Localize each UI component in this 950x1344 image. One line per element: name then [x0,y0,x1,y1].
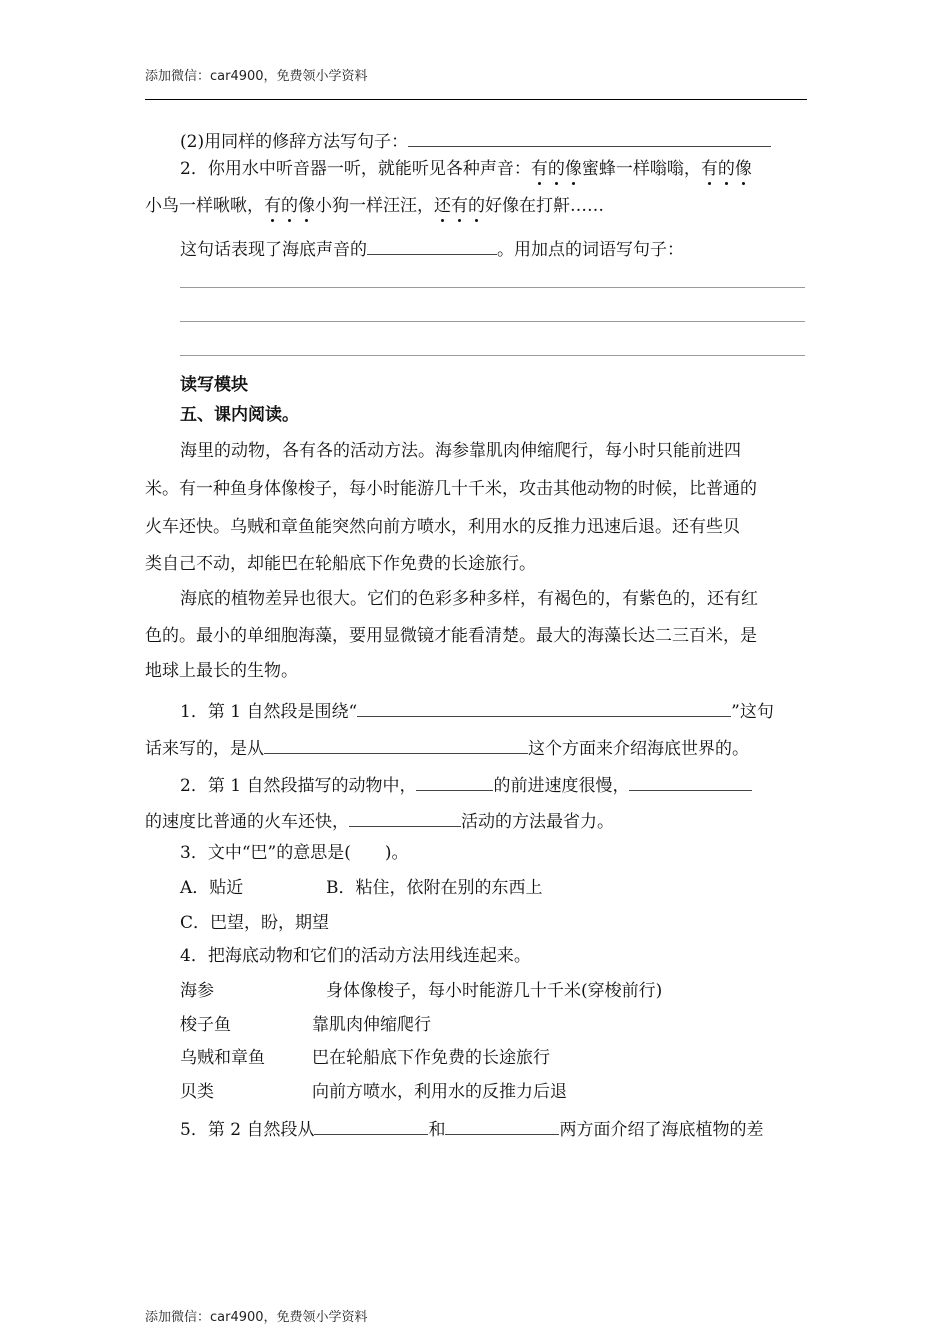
rq4-right-4: 向前方喷水，利用水的反推力后退 [312,1082,567,1102]
q2-text-2: 蜜蜂一样嗡嗡， [581,159,701,179]
rq1-blank-2 [264,735,528,754]
rq1-d: 这个方面来介绍海底世界的。 [528,738,749,759]
passage-p2-line-1: 海底的植物差异也很大。它们的色彩多种多样，有褐色的，有紫色的，还有红 [180,589,758,609]
page-footer: 添加微信：car4900，免费领小学资料 [145,1310,368,1325]
q2-text-4: 小狗一样汪汪， [315,196,434,216]
q2-line-2 [145,196,604,216]
answer-line-1 [180,287,805,288]
rq5-line [180,1116,763,1140]
rq2-blank-1 [416,772,493,791]
dotted-word-1: 有的像 [530,159,582,179]
rq4-left-3: 乌贼和章鱼 [180,1048,265,1068]
dotted-word-2: 有的像 [700,159,752,179]
rq2-d: 活动的方法最省力。 [461,811,614,832]
rq3-option-a: A．贴近 [180,878,244,898]
passage-p1-line-3: 火车还快。乌贼和章鱼能突然向前方喷水，利用水的反推力迅速后退。还有些贝 [145,517,740,537]
q2-text-5: 好像在打鼾…… [485,196,604,216]
rq2-b: 的前进速度很慢， [493,775,630,796]
q1-2-blank [408,128,771,147]
rq4-left-1: 海参 [180,981,214,1001]
rq4-right-2: 靠肌肉伸缩爬行 [312,1015,431,1035]
section-five: 五、课内阅读。 [180,405,299,425]
q1-2-line [180,128,771,152]
rq5-blank-1 [314,1116,428,1135]
rq5-a: 5．第 2 自然段从 [180,1119,315,1140]
q2-ask-b: 。用加点的词语写句子： [497,239,684,260]
dotted-word-3: 有的像 [264,196,315,216]
answer-line-2 [180,321,805,322]
q2-ask-a: 这句话表现了海底声音的 [180,239,367,260]
rq5-c: 两方面介绍了海底植物的差 [559,1119,764,1140]
rq5-blank-2 [445,1116,559,1135]
rq3-option-b: B．粘住，依附在别的东西上 [326,878,543,898]
rq1-blank-1 [357,698,731,717]
rq2-line-1 [180,772,752,796]
rq1-line-1 [180,698,774,722]
dotted-word-4: 还有的 [434,196,485,216]
rq5-b: 和 [428,1119,446,1140]
passage-p1-line-1: 海里的动物，各有各的活动方法。海参靠肌肉伸缩爬行，每小时只能前进四 [180,441,741,461]
passage-p1-line-2: 米。有一种鱼身体像梭子，每小时能游几十千米，攻击其他动物的时候，比普通的 [145,479,757,499]
rq2-a: 2．第 1 自然段描写的动物中， [180,775,417,796]
rq1-c: 话来写的，是从 [145,738,264,759]
passage-p2-line-3: 地球上最长的生物。 [145,661,298,681]
rq4-left-2: 梭子鱼 [180,1015,231,1035]
section-title: 读写模块 [180,375,248,395]
rq1-a: 1．第 1 自然段是围绕“ [180,701,358,722]
q2-text-3: 小鸟一样啾啾， [145,196,264,216]
rq4-left-4: 贝类 [180,1082,214,1102]
q2-text-1: 2．你用水中听音器一听，就能听见各种声音： [180,159,531,179]
page-header: 添加微信：car4900，免费领小学资料 [145,69,368,84]
header-rule [145,99,807,100]
rq1-line-2 [145,735,749,759]
rq4-right-1: 身体像梭子，每小时能游几十千米(穿梭前行) [326,981,663,1001]
rq3-option-c: C．巴望，盼，期望 [180,913,330,933]
q2-line-1 [180,159,752,179]
passage-p2-line-2: 色的。最小的单细胞海藻，要用显微镜才能看清楚。最大的海藻长达二三百米，是 [145,626,757,646]
q2-ask-line [180,236,684,260]
passage-p1-line-4: 类自己不动，却能巴在轮船底下作免费的长途旅行。 [145,554,536,574]
rq1-b: ”这句 [731,701,774,722]
rq2-c: 的速度比普通的火车还快， [145,811,349,832]
rq2-blank-2 [629,772,752,791]
q1-2-text: (2)用同样的修辞方法写句子： [180,131,409,152]
rq2-line-2 [145,808,614,832]
q2-ask-blank [367,236,497,255]
rq4-right-3: 巴在轮船底下作免费的长途旅行 [312,1048,550,1068]
rq4-line: 4．把海底动物和它们的活动方法用线连起来。 [180,946,531,966]
rq2-blank-3 [349,808,461,827]
answer-line-3 [180,355,805,356]
rq3-line: 3．文中“巴”的意思是( )。 [180,843,409,863]
